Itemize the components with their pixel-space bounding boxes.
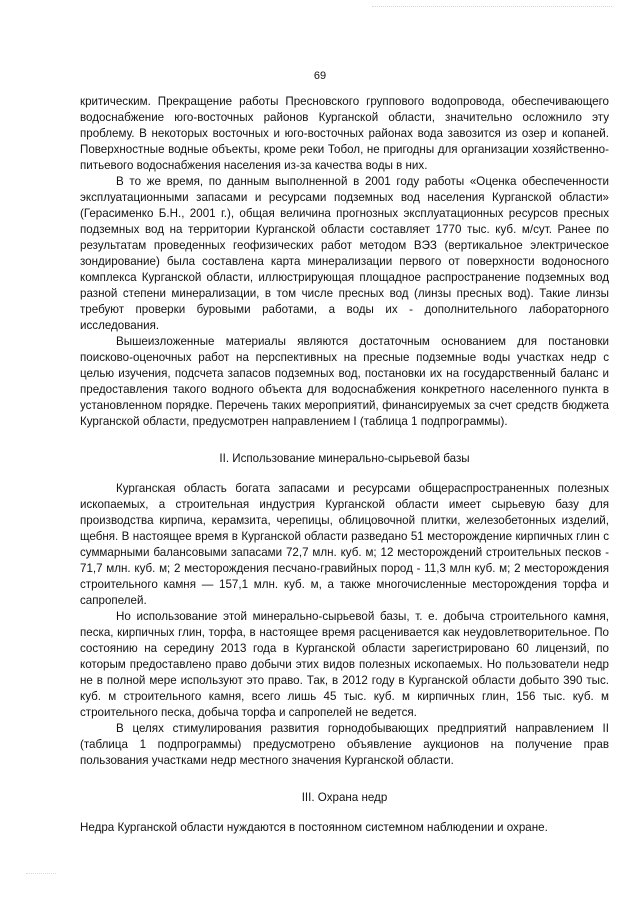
paragraph-groundwater-resources: В то же время, по данным выполненной в 2001 году работы «Оценка обеспеченности эксплуатационными запасами и ресурсами подземных вод населения Курганской области» (Герасименко Б.Н., 2001 г.), общая величина прогнозных эксплуатационных ресурсов пресных подземных вод на территории Курганской области составляет 1770 тыс. куб. м/сут. Ранее по результатам проведенных геофизических работ методом ВЭЗ (вертикальное электрическое зондирование) была составлена карта минерализации первого от поверхности водоносного комплекса Курганской области, иллюстрирующая площадное распространение подземных вод разной степени минерализации, в том числе пресных вод (линзы пресных вод). Такие линзы требуют проверки буровыми работами, а воды их - дополнительного лабораторного исследования. (80, 175, 609, 332)
page-body (80, 94, 609, 836)
paragraph-auctions: В целях стимулирования развития горнодобывающих предприятий направлением II (таблица 1 подпрограммы) предусмотрено объявление аукционов на получение прав пользования участками недр местного значения Курганской области. (80, 722, 609, 767)
scan-artifact-top (372, 6, 612, 8)
scan-artifact-bottom (26, 873, 56, 875)
page-number: 69 (313, 70, 327, 82)
paragraph-subsoil-monitoring: Недра Курганской области нуждаются в постоянном системном наблюдении и охране. (80, 821, 548, 834)
paragraph-exploration-works: Вышеизложенные материалы являются достаточным основанием для постановки поисково-оценочных работ на перспективных на пресные подземные воды участках недр с целью изучения, подсчета запасов подземных вод, постановки их на государственный баланс и предоставления такого водного объекта для водоснабжения конкретного населенного пункта в установленном порядке. Перечень таких мероприятий, финансируемых за счет средств бюджета Курганской области, предусмотрен направлением I (таблица 1 подпрограммы). (80, 335, 609, 428)
section-heading-subsoil-protection: III. Охрана недр (301, 791, 388, 804)
section-heading-mineral-base: II. Использование минерально-сырьевой базы (219, 452, 470, 465)
paragraph-mineral-usage: Но использование этой минерально-сырьевой базы, т. е. добыча строительного камня, песка, кирпичных глин, торфа, в настоящее время расценивается как неудовлетворительное. По состоянию на середину 2013 года в Курганской области зарегистрировано 60 лицензий, по которым предоставлено право добычи этих видов полезных ископаемых. Но пользователи недр не в полной мере используют это право. Так, в 2012 году в Курганской области добыто 390 тыс. куб. м строительного камня, всего лишь 45 тыс. куб. м кирпичных глин, 156 тыс. куб. м строительного песка, добыча торфа и сапропелей не ведется. (80, 610, 609, 719)
paragraph-continuation: критическим. Прекращение работы Пресновского группового водопровода, обеспечивающего водоснабжение юго-восточных районов Курганской области, значительно осложнило эту проблему. В некоторых восточных и юго-восточных районах вода завозится из озер и копаней. Поверхностные водные объекты, кроме реки Тобол, не пригодны для организации хозяйственно-питьевого водоснабжения населения из-за качества воды в них. (80, 95, 609, 172)
paragraph-mineral-reserves: Курганская область богата запасами и ресурсами общераспространенных полезных ископаемых, а строительная индустрия Курганской области имеет сырьевую базу для производства кирпича, керамзита, черепицы, облицовочной плитки, железобетонных изделий, щебня. В настоящее время в Курганской области разведано 51 месторождение кирпичных глин с суммарными балансовыми запасами 72,7 млн. куб. м; 12 месторождений строительных песков - 71,7 млн. куб. м; 2 месторождения песчано-гравийных пород - 11,3 млн куб. м; 2 месторождения строительного камня — 157,1 млн. куб. м, а также многочисленные месторождения торфа и сапропелей. (80, 482, 609, 607)
